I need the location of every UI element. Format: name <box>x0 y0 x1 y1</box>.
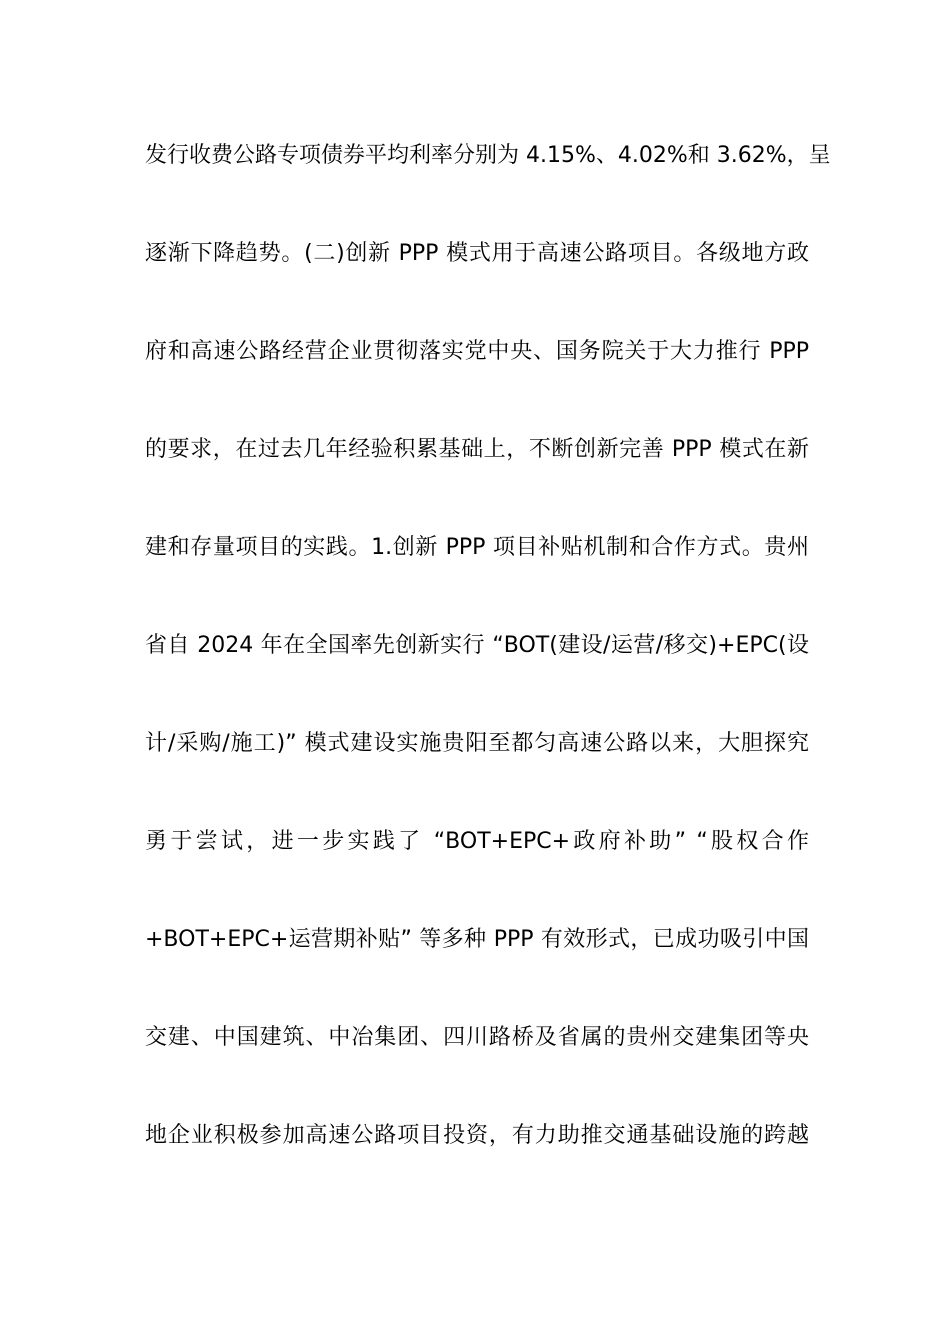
text-line: 省自 2024 年在全国率先创新实行 “BOT(建设/运营/移交)+EPC(设 <box>145 633 809 658</box>
text-line: 交建、中国建筑、中冶集团、四川路桥及省属的贵州交建集团等央 <box>145 1025 809 1050</box>
text-line: 发行收费公路专项债券平均利率分别为 4.15%、4.02%和 3.62%，呈 <box>145 143 831 168</box>
text-line: +BOT+EPC+运营期补贴” 等多种 PPP 有效形式，已成功吸引中国 <box>145 927 809 952</box>
text-line: 建和存量项目的实践。1.创新 PPP 项目补贴机制和合作方式。贵州 <box>145 535 809 560</box>
text-line: 地企业积极参加高速公路项目投资，有力助推交通基础设施的跨越 <box>145 1123 809 1148</box>
text-line: 逐渐下降趋势。(二)创新 PPP 模式用于高速公路项目。各级地方政 <box>145 241 809 266</box>
text-line: 的要求，在过去几年经验积累基础上，不断创新完善 PPP 模式在新 <box>145 437 809 462</box>
text-line: 勇于尝试，进一步实践了 “BOT+EPC+政府补助” “股权合作 <box>145 829 809 854</box>
body-text <box>145 132 831 1160</box>
text-line: 计/采购/施工)” 模式建设实施贵阳至都匀高速公路以来，大胆探究 <box>145 731 809 756</box>
text-line: 府和高速公路经营企业贯彻落实党中央、国务院关于大力推行 PPP <box>145 339 809 364</box>
